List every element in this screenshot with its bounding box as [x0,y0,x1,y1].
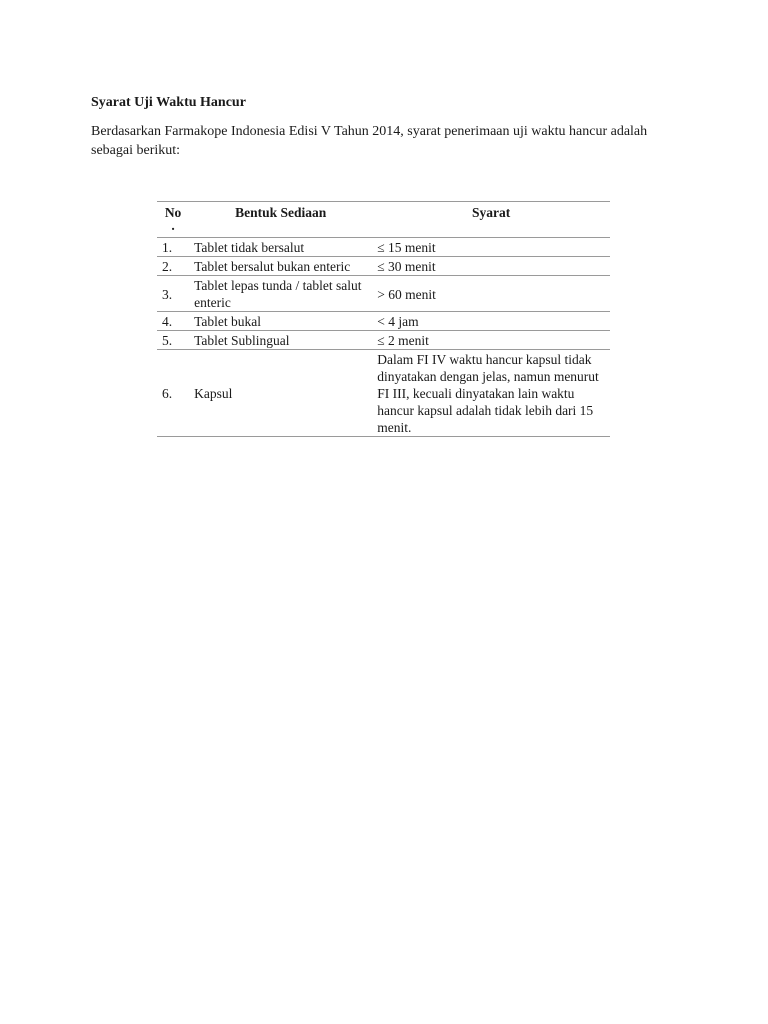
disintegration-requirements-table [157,201,610,437]
row-syarat: ≤ 30 menit [372,257,610,276]
table-row [157,238,610,257]
row-syarat: Dalam FI IV waktu hancur kapsul tidak dinyatakan dengan jelas, namun menurut FI III, kecuali dinyatakan lain waktu hancur kapsul adalah tidak lebih dari 15 menit. [372,350,610,437]
row-syarat: < 4 jam [372,312,610,331]
intro-paragraph: Berdasarkan Farmakope Indonesia Edisi V Tahun 2014, syarat penerimaan uji waktu hancur adalah sebagai berikut: [91,124,648,158]
row-bentuk: Kapsul [189,350,372,437]
table-row [157,276,610,312]
table-row [157,257,610,276]
header-no [157,202,189,238]
header-bentuk-sediaan: Bentuk Sediaan [189,202,372,238]
row-no: 6. [157,350,189,437]
table-row [157,312,610,331]
row-no: 2. [157,257,189,276]
row-no: 3. [157,276,189,312]
header-syarat: Syarat [372,202,610,238]
section-heading: Syarat Uji Waktu Hancur [91,95,246,110]
table-row [157,350,610,437]
row-no: 4. [157,312,189,331]
row-syarat: ≤ 2 menit [372,331,610,350]
header-no-dot: . [171,218,175,233]
row-no: 5. [157,331,189,350]
row-no: 1. [157,238,189,257]
table-header-row [157,202,610,238]
row-bentuk: Tablet lepas tunda / tablet salut enteric [189,276,372,312]
row-syarat: > 60 menit [372,276,610,312]
table-row [157,331,610,350]
row-bentuk: Tablet tidak bersalut [189,238,372,257]
row-syarat: ≤ 15 menit [372,238,610,257]
row-bentuk: Tablet bersalut bukan enteric [189,257,372,276]
row-bentuk: Tablet bukal [189,312,372,331]
row-bentuk: Tablet Sublingual [189,331,372,350]
header-no-label: No [164,205,182,220]
